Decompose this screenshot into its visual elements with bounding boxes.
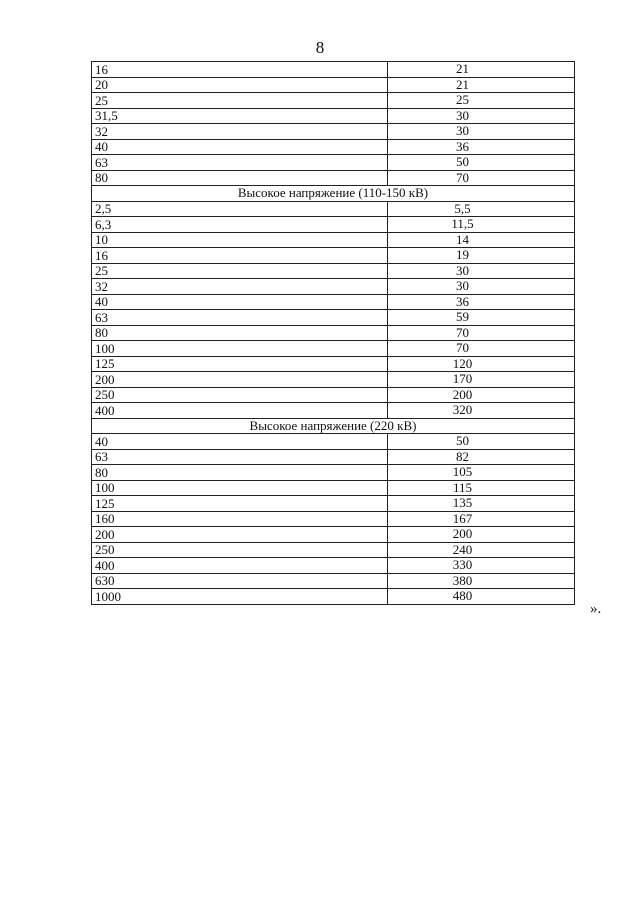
value-cell: 115 — [388, 480, 575, 496]
table-row — [92, 77, 575, 93]
power-cell: 250 — [92, 387, 388, 403]
table-row — [92, 372, 575, 388]
value-cell: 82 — [388, 449, 575, 465]
value-cell: 120 — [388, 356, 575, 372]
table-row — [92, 232, 575, 248]
value-cell: 50 — [388, 155, 575, 171]
value-cell: 36 — [388, 294, 575, 310]
table-row — [92, 356, 575, 372]
power-cell: 160 — [92, 511, 388, 527]
value-cell: 170 — [388, 372, 575, 388]
value-cell: 135 — [388, 496, 575, 512]
table-body — [92, 62, 575, 605]
value-cell: 70 — [388, 341, 575, 357]
power-cell: 63 — [92, 310, 388, 326]
value-cell: 19 — [388, 248, 575, 264]
value-cell: 11,5 — [388, 217, 575, 233]
power-cell: 400 — [92, 558, 388, 574]
table-row — [92, 108, 575, 124]
power-cell: 125 — [92, 356, 388, 372]
table-row — [92, 279, 575, 295]
value-cell: 50 — [388, 434, 575, 450]
value-cell: 30 — [388, 263, 575, 279]
power-cell: 630 — [92, 573, 388, 589]
power-cell: 25 — [92, 93, 388, 109]
power-cell: 40 — [92, 434, 388, 450]
value-cell: 240 — [388, 542, 575, 558]
table-row — [92, 124, 575, 140]
section-header-row — [92, 186, 575, 202]
value-cell: 105 — [388, 465, 575, 481]
power-cell: 200 — [92, 372, 388, 388]
table-row — [92, 217, 575, 233]
table-row — [92, 511, 575, 527]
power-cell: 80 — [92, 325, 388, 341]
value-cell: 320 — [388, 403, 575, 419]
power-cell: 6,3 — [92, 217, 388, 233]
table-row — [92, 155, 575, 171]
value-cell: 30 — [388, 124, 575, 140]
power-cell: 20 — [92, 77, 388, 93]
table-row — [92, 542, 575, 558]
table-row — [92, 325, 575, 341]
power-cell: 40 — [92, 139, 388, 155]
value-cell: 25 — [388, 93, 575, 109]
value-cell: 30 — [388, 279, 575, 295]
value-cell: 5,5 — [388, 201, 575, 217]
section-header-row — [92, 418, 575, 434]
power-cell: 400 — [92, 403, 388, 419]
table-row — [92, 294, 575, 310]
value-cell: 200 — [388, 387, 575, 403]
table-row — [92, 248, 575, 264]
value-cell: 480 — [388, 589, 575, 605]
table-row — [92, 201, 575, 217]
power-cell: 1000 — [92, 589, 388, 605]
power-cell: 80 — [92, 170, 388, 186]
table-row — [92, 341, 575, 357]
power-cell: 63 — [92, 449, 388, 465]
power-cell: 2,5 — [92, 201, 388, 217]
table-row — [92, 387, 575, 403]
power-cell: 63 — [92, 155, 388, 171]
table-row — [92, 403, 575, 419]
power-cell: 200 — [92, 527, 388, 543]
section-heading: Высокое напряжение (220 кВ) — [92, 418, 575, 434]
value-cell: 30 — [388, 108, 575, 124]
section-heading: Высокое напряжение (110-150 кВ) — [92, 186, 575, 202]
value-cell: 70 — [388, 170, 575, 186]
power-cell: 125 — [92, 496, 388, 512]
table-row — [92, 139, 575, 155]
value-cell: 167 — [388, 511, 575, 527]
table-row — [92, 93, 575, 109]
value-cell: 200 — [388, 527, 575, 543]
power-cell: 100 — [92, 341, 388, 357]
power-cell: 16 — [92, 62, 388, 78]
data-table — [91, 61, 575, 605]
table-row — [92, 434, 575, 450]
power-cell: 250 — [92, 542, 388, 558]
table-row — [92, 573, 575, 589]
value-cell: 380 — [388, 573, 575, 589]
table-row — [92, 496, 575, 512]
table-row — [92, 558, 575, 574]
value-cell: 14 — [388, 232, 575, 248]
closing-quote-mark: ». — [590, 601, 602, 617]
table-row — [92, 465, 575, 481]
value-cell: 59 — [388, 310, 575, 326]
value-cell: 21 — [388, 77, 575, 93]
page-number: 8 — [315, 38, 325, 57]
power-cell: 25 — [92, 263, 388, 279]
value-cell: 70 — [388, 325, 575, 341]
power-cell: 10 — [92, 232, 388, 248]
table-row — [92, 449, 575, 465]
power-cell: 32 — [92, 279, 388, 295]
power-cell: 32 — [92, 124, 388, 140]
value-cell: 21 — [388, 62, 575, 78]
table-row — [92, 170, 575, 186]
power-cell: 100 — [92, 480, 388, 496]
table-row — [92, 62, 575, 78]
power-cell: 31,5 — [92, 108, 388, 124]
power-cell: 40 — [92, 294, 388, 310]
value-cell: 330 — [388, 558, 575, 574]
table-row — [92, 480, 575, 496]
table-row — [92, 310, 575, 326]
table-row — [92, 263, 575, 279]
table-row — [92, 527, 575, 543]
power-cell: 80 — [92, 465, 388, 481]
power-cell: 16 — [92, 248, 388, 264]
table-row — [92, 589, 575, 605]
value-cell: 36 — [388, 139, 575, 155]
